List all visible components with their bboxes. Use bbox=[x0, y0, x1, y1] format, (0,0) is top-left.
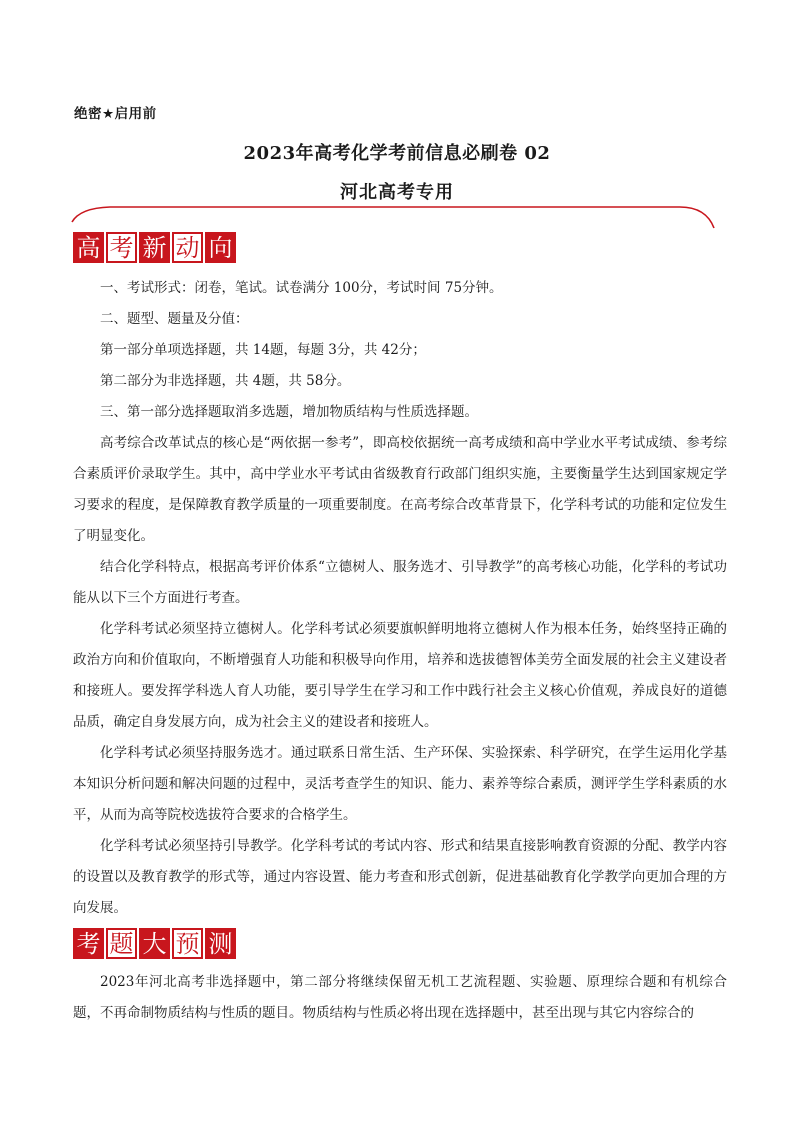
banner-char: 考 bbox=[73, 928, 104, 959]
confidential-label: 绝密★启用前 bbox=[74, 106, 157, 122]
section-predictions-body bbox=[73, 967, 727, 1029]
paragraph: 第一部分单项选择题，共 14题，每题 3分，共 42分； bbox=[100, 342, 426, 358]
banner-char: 大 bbox=[139, 928, 170, 959]
section-new-trends-body bbox=[73, 273, 727, 924]
banner-char: 题 bbox=[106, 928, 137, 959]
banner-char: 测 bbox=[205, 928, 236, 959]
paragraph: 2023年河北高考非选择题中，第二部分将继续保留无机工艺流程题、实验题、原理综合题和有机综合题，不再命制物质结构与性质的题目。物质结构与性质必将出现在选择题中，甚至出现与其它内容综合的 bbox=[73, 974, 727, 1021]
paragraph: 二、题型、题量及分值： bbox=[100, 311, 249, 327]
paragraph: 化学科考试必须坚持服务选才。通过联系日常生活、生产环保、实验探索、科学研究，在学生运用化学基本知识分析问题和解决问题的过程中，灵活考查学生的知识、能力、素养等综合素质，测评学生学科素质的水平，从而为高等院校选拔符合要求的合格学生。 bbox=[73, 745, 727, 823]
banner-char: 预 bbox=[172, 928, 203, 959]
paragraph: 化学科考试必须坚持引导教学。化学科考试的考试内容、形式和结果直接影响教育资源的分配、教学内容的设置以及教育教学的形式等，通过内容设置、能力考查和形式创新，促进基础教育化学教学向更加合理的方向发展。 bbox=[73, 838, 727, 916]
title-divider bbox=[70, 202, 720, 232]
paragraph: 三、第一部分选择题取消多选题，增加物质结构与性质选择题。 bbox=[100, 404, 478, 420]
banner-char: 向 bbox=[205, 232, 236, 263]
page-subtitle: 河北高考专用 bbox=[340, 182, 454, 203]
paragraph: 一、考试形式：闭卷，笔试。试卷满分 100分，考试时间 75分钟。 bbox=[100, 280, 503, 296]
paragraph: 第二部分为非选择题，共 4题，共 58分。 bbox=[100, 373, 351, 389]
section-banner-predictions bbox=[73, 928, 236, 959]
paragraph: 高考综合改革试点的核心是“两依据一参考”，即高校依据统一高考成绩和高中学业水平考试成绩、参考综合素质评价录取学生。其中，高中学业水平考试由省级教育行政部门组织实施，主要衡量学生达到国家规定学习要求的程度，是保障教育教学质量的一项重要制度。在高考综合改革背景下，化学科考试的功能和定位发生了明显变化。 bbox=[73, 435, 727, 544]
banner-char: 新 bbox=[139, 232, 170, 263]
section-banner-new-trends bbox=[73, 232, 236, 263]
banner-char: 考 bbox=[106, 232, 137, 263]
paragraph: 结合化学科特点，根据高考评价体系“立德树人、服务选才、引导教学”的高考核心功能，化学科的考试功能从以下三个方面进行考查。 bbox=[73, 559, 727, 606]
paragraph: 化学科考试必须坚持立德树人。化学科考试必须要旗帜鲜明地将立德树人作为根本任务，始终坚持正确的政治方向和价值取向，不断增强育人功能和积极导向作用，培养和选拔德智体美劳全面发展的社会主义建设者和接班人。要发挥学科选人育人功能，要引导学生在学习和工作中践行社会主义核心价值观，养成良好的道德品质，确定自身发展方向，成为社会主义的建设者和接班人。 bbox=[73, 621, 727, 730]
banner-char: 高 bbox=[73, 232, 104, 263]
banner-char: 动 bbox=[172, 232, 203, 263]
page-title: 2023年高考化学考前信息必刷卷 02 bbox=[243, 143, 551, 164]
